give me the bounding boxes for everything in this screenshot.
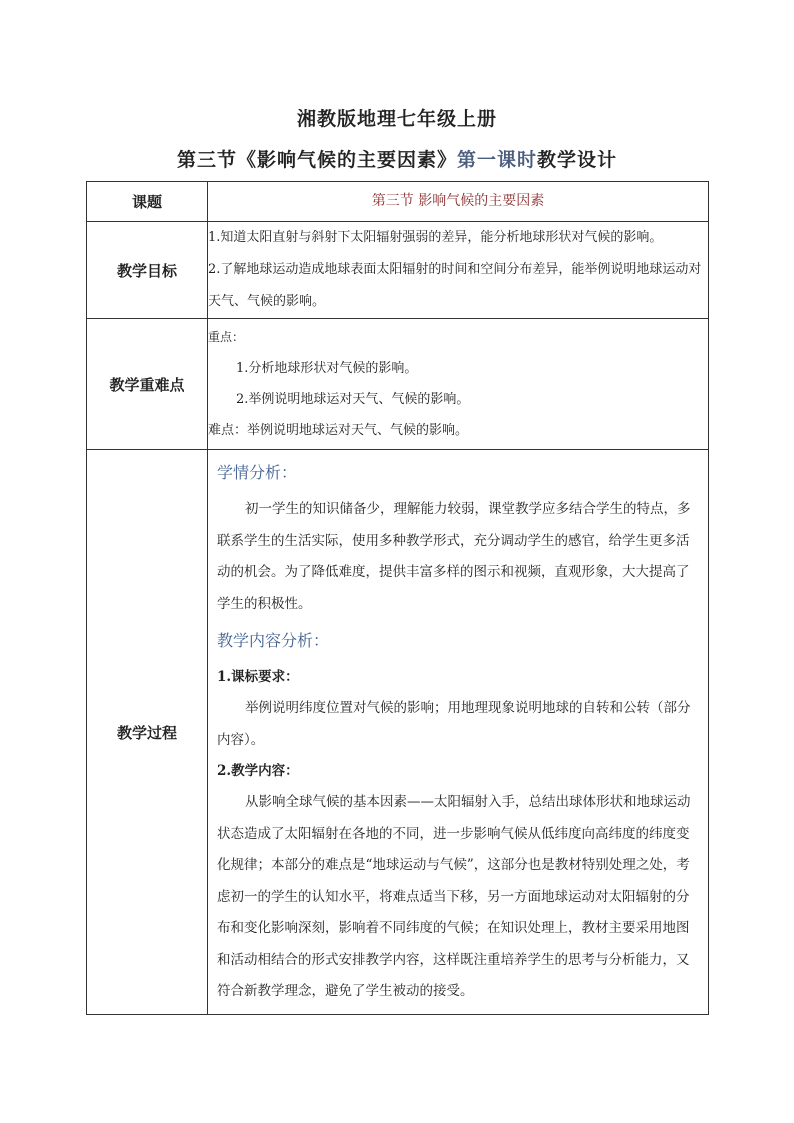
- focus-title: 重点：: [208, 330, 245, 344]
- teaching-content-heading: 2.教学内容：: [217, 763, 299, 779]
- student-analysis-text: 初一学生的知识储备少，理解能力较弱，课堂教学应多结合学生的特点，多联系学生的生活实际，使用多种教学形式，充分调动学生的感官，给学生更多活动的机会。为了降低难度，提供丰富多样的图示和视频，直观形象，大大提高了学生的积极性。: [217, 501, 691, 612]
- student-analysis-heading: 学情分析：: [217, 463, 298, 482]
- topic-row: [87, 182, 709, 222]
- process-content: [208, 450, 709, 1015]
- key-points-content: [208, 319, 709, 450]
- document-subtitle: [0, 145, 794, 172]
- curriculum-requirement-heading: 1.课标要求：: [217, 669, 299, 685]
- subtitle-part-1: 第三节《影响气候的主要因素》: [176, 149, 457, 171]
- topic-label: 课题: [87, 182, 208, 222]
- curriculum-requirement-text: 举例说明纬度位置对气候的影响；用地理现象说明地球的自转和公转（部分内容）。: [217, 700, 691, 748]
- goal-item: 2.了解地球运动造成地球表面太阳辐射的时间和空间分布差异，能举例说明地球运动对天气、气候的影响。: [208, 262, 702, 309]
- key-points-row: [87, 319, 709, 450]
- goals-row: [87, 222, 709, 319]
- focus-item: 1.分析地球形状对气候的影响。: [236, 361, 418, 376]
- focus-item: 2.举例说明地球运对天气、气候的影响。: [236, 392, 470, 407]
- goals-label: 教学目标: [87, 222, 208, 319]
- subtitle-part-2: 第一课时: [456, 149, 537, 171]
- goal-item: 1.知道太阳直射与斜射下太阳辐射强弱的差异，能分析地球形状对气候的影响。: [208, 230, 663, 245]
- process-label: 教学过程: [87, 450, 208, 1015]
- teaching-content-text: 从影响全球气候的基本因素——太阳辐射入手，总结出球体形状和地球运动状态造成了太阳辐射在各地的不同，进一步影响气候从低纬度向高纬度的纬度变化规律；本部分的难点是“地球运动与气候”，这部分也是教材特别处理之处，考虑初一的学生的认知水平，将难点适当下移，另一方面地球运动对太阳辐射的分布和变化影响深刻，影响着不同纬度的气候；在知识处理上，教材主要采用地图和活动相结合的形式安排教学内容，这样既注重培养学生的思考与分析能力，又符合新教学理念，避免了学生被动的接受。: [217, 794, 691, 999]
- goals-content: [208, 222, 709, 319]
- lesson-plan-table: [86, 181, 709, 1015]
- document-title: 湘教版地理七年级上册: [296, 108, 497, 130]
- process-row: [87, 450, 709, 1015]
- difficulty-text: 难点：举例说明地球运对天气、气候的影响。: [208, 423, 469, 438]
- subtitle-part-3: 教学设计: [537, 149, 618, 171]
- content-analysis-heading: 教学内容分析：: [217, 631, 330, 650]
- topic-value: 第三节 影响气候的主要因素: [208, 182, 709, 222]
- key-points-label: 教学重难点: [87, 319, 208, 450]
